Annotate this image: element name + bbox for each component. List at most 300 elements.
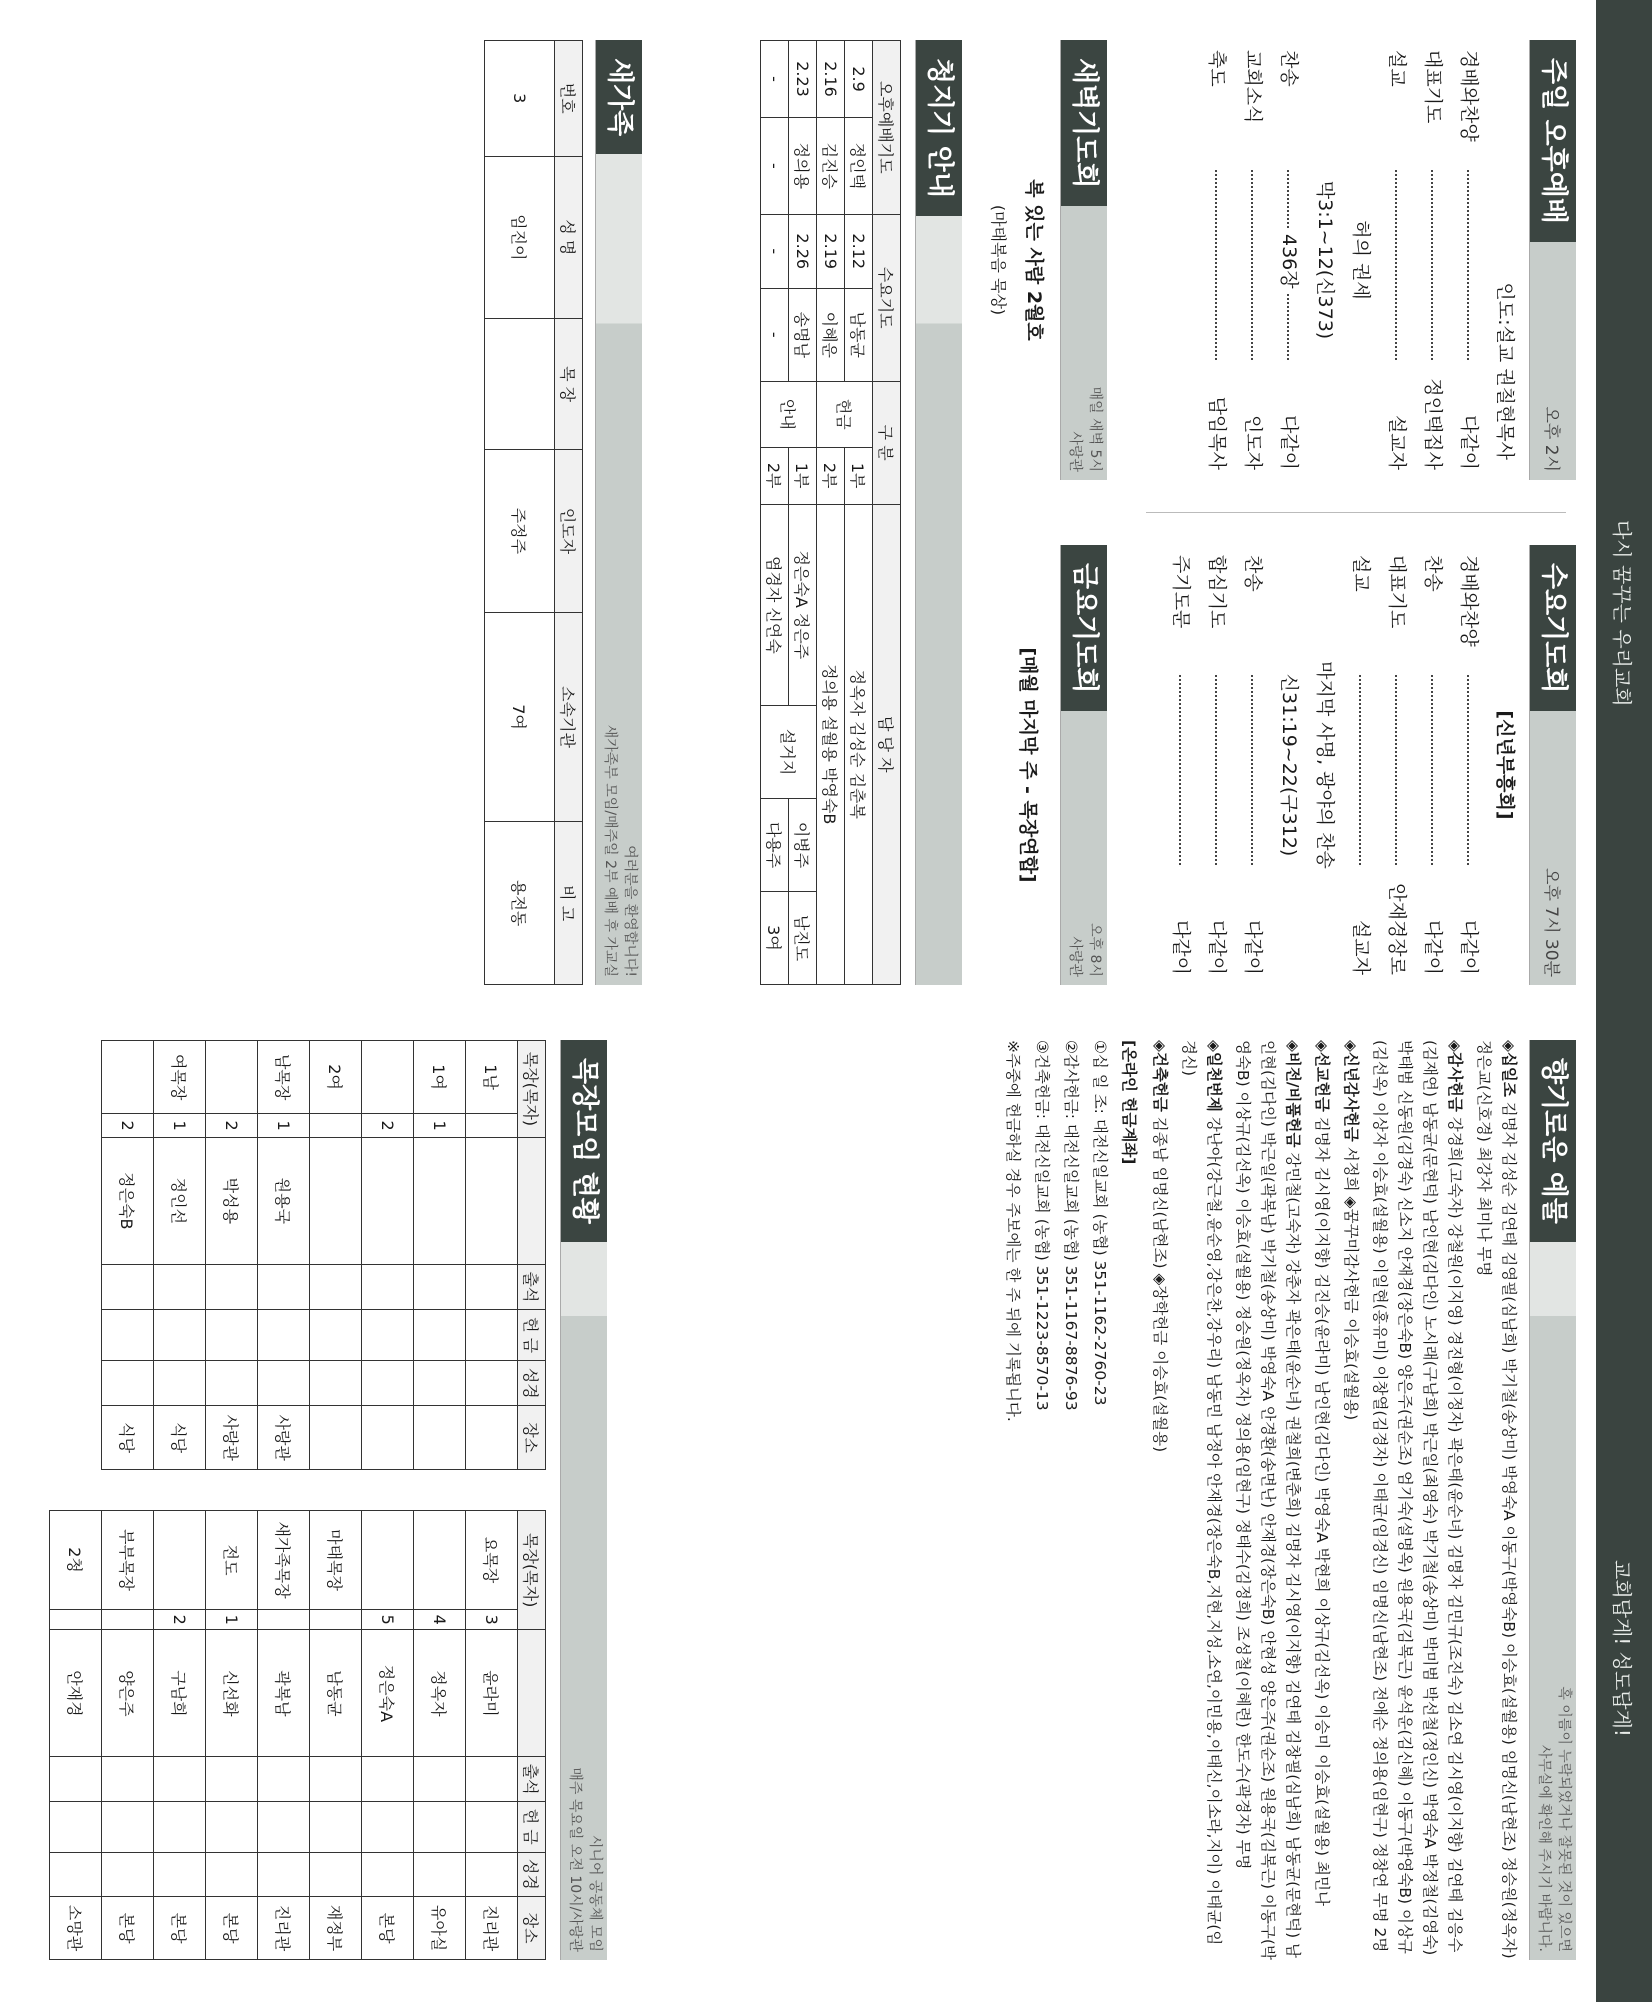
online-line: ※주중에 헌금하실 경우 주보에는 한 주 뒤에 기록됩니다. bbox=[1004, 1040, 1022, 1422]
cell bbox=[50, 1801, 102, 1852]
leader-dots bbox=[1359, 675, 1361, 865]
sunday-pm-header bbox=[1529, 40, 1576, 480]
cell bbox=[310, 1137, 362, 1264]
program-value: 설교자 bbox=[1350, 919, 1372, 975]
cell: 사랑관 bbox=[258, 1406, 310, 1470]
cell bbox=[206, 1041, 258, 1114]
cell-row bbox=[102, 1511, 154, 1960]
cell: 구남희 bbox=[154, 1630, 206, 1757]
cell bbox=[414, 1406, 466, 1470]
program-value: 다같이 bbox=[1206, 919, 1228, 975]
cell: 부부목장 bbox=[102, 1511, 154, 1610]
cell: 김진승 bbox=[817, 118, 845, 215]
cell bbox=[362, 1310, 414, 1361]
cell: 안재경 bbox=[50, 1630, 102, 1757]
th: 목 장 bbox=[555, 319, 583, 450]
sermon-title: 마지막 사명, 광야의 찬송 bbox=[1314, 661, 1336, 869]
section-title: 목장모임 현황 bbox=[561, 1040, 607, 1242]
cell bbox=[102, 1264, 154, 1309]
cell: 유아실 bbox=[414, 1897, 466, 1960]
wednesday-header bbox=[1529, 545, 1576, 985]
th: 장소 bbox=[518, 1897, 546, 1960]
cell bbox=[258, 1801, 310, 1852]
cells-table-right bbox=[49, 1510, 546, 1960]
program-value: 다같이 bbox=[1242, 919, 1264, 975]
cell bbox=[206, 1801, 258, 1852]
cell-row bbox=[466, 1041, 518, 1470]
cell: 원용국 bbox=[258, 1137, 310, 1264]
leader-dots bbox=[1251, 170, 1253, 360]
volunteers-section bbox=[760, 40, 962, 985]
th: 성경 bbox=[518, 1361, 546, 1406]
cell: 식당 bbox=[102, 1406, 154, 1470]
offering-item bbox=[1230, 1040, 1305, 1960]
offerings-section bbox=[996, 1040, 1576, 1960]
cell: 이혜운 bbox=[817, 288, 845, 381]
cells-header bbox=[560, 1040, 607, 1960]
cell bbox=[258, 1757, 310, 1802]
cell bbox=[466, 1264, 518, 1309]
th: 소속기관 bbox=[555, 612, 583, 822]
cell: - bbox=[761, 288, 789, 381]
leader-dots bbox=[1395, 170, 1397, 360]
cell: - bbox=[761, 41, 789, 118]
cell: 3여 bbox=[761, 892, 789, 985]
program-label: 설교 bbox=[1350, 555, 1372, 592]
cell: 1 bbox=[154, 1114, 206, 1138]
cell bbox=[310, 1310, 362, 1361]
program-label: 찬송 bbox=[1422, 555, 1444, 592]
cell: 용전동 bbox=[485, 822, 555, 985]
cell bbox=[310, 1757, 362, 1802]
th: 비 고 bbox=[555, 822, 583, 985]
cell-row bbox=[414, 1041, 466, 1470]
program-row bbox=[1235, 545, 1271, 985]
section-time: 오후 8시 bbox=[1087, 923, 1103, 977]
cell bbox=[154, 1264, 206, 1309]
cell bbox=[466, 1310, 518, 1361]
program-value: 다같이 bbox=[1170, 919, 1192, 975]
leader-dots bbox=[1215, 675, 1217, 865]
cell bbox=[258, 1610, 310, 1630]
cell bbox=[466, 1852, 518, 1897]
cell-row bbox=[310, 1041, 362, 1470]
cell bbox=[102, 1361, 154, 1406]
cell bbox=[102, 1041, 154, 1114]
note1: 시니어 공동체 모임 bbox=[587, 1834, 603, 1952]
th: 출석 bbox=[518, 1264, 546, 1309]
th: 인도자 bbox=[555, 450, 583, 613]
cell: 2여 bbox=[310, 1041, 362, 1114]
cell: 안내 bbox=[761, 381, 817, 447]
program-label: 경배와찬양 bbox=[1458, 555, 1480, 647]
cell bbox=[362, 1511, 414, 1610]
cell: 7여 bbox=[485, 612, 555, 822]
program-label: 축도 bbox=[1206, 50, 1228, 87]
cell bbox=[206, 1757, 258, 1802]
cell bbox=[154, 1361, 206, 1406]
cell bbox=[414, 1137, 466, 1264]
note1: 여러분을 환영합니다! bbox=[622, 845, 638, 977]
cell bbox=[206, 1852, 258, 1897]
cell: 본당 bbox=[154, 1897, 206, 1960]
cell-row bbox=[466, 1511, 518, 1960]
cell: 마태목장 bbox=[310, 1511, 362, 1610]
cell: 2 bbox=[362, 1114, 414, 1138]
sermon-title: 허의 권세 bbox=[1350, 220, 1372, 300]
program-row bbox=[1415, 40, 1451, 480]
cell bbox=[362, 1264, 414, 1309]
cell bbox=[466, 1361, 518, 1406]
section-title: 금요기도회 bbox=[1061, 545, 1107, 711]
cell-row bbox=[414, 1511, 466, 1960]
th: 헌 금 bbox=[518, 1310, 546, 1361]
cell: 2 bbox=[102, 1114, 154, 1138]
note1: 혹 이름이 누락되었거나 잘못된 것이 있으면 bbox=[1556, 1686, 1572, 1952]
th bbox=[518, 1630, 546, 1757]
program-label: 찬송 bbox=[1278, 50, 1300, 87]
cell bbox=[310, 1114, 362, 1138]
online-accounts bbox=[1000, 1040, 1141, 1960]
cell: 2.16 bbox=[817, 41, 845, 118]
cell bbox=[258, 1852, 310, 1897]
cell bbox=[414, 1757, 466, 1802]
cell: 1부 bbox=[845, 447, 873, 504]
cell: 헌금 bbox=[817, 381, 873, 447]
th-category: 구 분 bbox=[873, 381, 901, 504]
th: 장소 bbox=[518, 1406, 546, 1470]
cell: 정의용 설월용 박영숙B bbox=[817, 504, 845, 984]
header-left: 다시 꿈꾸는 우리교회 bbox=[1610, 520, 1634, 707]
offering-names: 강민철(고숙자) 강춘자 곽은태(윤순녀) 권철희(변춘희) 김명자 김시영(이지향) 김연태 김창필(심남희) 남동균(문현덕) 남인현(김다인) 박근일(곽복남) 박기철(송상미) 박영숙A 안경환(송면난) 안재경(장은숙B) 안현성 양은주(권순조) 원용국(김복근) 이동구(박영숙B) 이상규(김선옥) 이승효(설월용) 정승원(정옥자) 정의용(임현구) 정태수(김정희) 조성철(이혜련) 한도수(곽경자) 무명 bbox=[1234, 1040, 1302, 1960]
cell: 2.12 bbox=[845, 214, 873, 288]
cell: 2청 bbox=[50, 1511, 102, 1610]
cell: 2.26 bbox=[789, 214, 817, 288]
cell: 2 bbox=[206, 1114, 258, 1138]
cell bbox=[466, 1137, 518, 1264]
offering-item bbox=[1176, 1040, 1226, 1960]
cell: 2부 bbox=[761, 447, 789, 504]
section-place: 사랑관 bbox=[1067, 936, 1083, 977]
cell: 식당 bbox=[154, 1406, 206, 1470]
th-persons: 담 당 자 bbox=[873, 504, 901, 984]
offerings-list bbox=[1147, 1040, 1521, 1960]
cell-row bbox=[50, 1511, 102, 1960]
cell bbox=[206, 1264, 258, 1309]
cell: 1남 bbox=[466, 1041, 518, 1114]
cell bbox=[310, 1406, 362, 1470]
program-row bbox=[1199, 545, 1235, 985]
sermon-ref: 신31:19~22(구312) bbox=[1278, 673, 1300, 857]
cell bbox=[362, 1852, 414, 1897]
dawn-section bbox=[980, 40, 1107, 480]
cell: 3 bbox=[466, 1610, 518, 1630]
cell bbox=[50, 1757, 102, 1802]
cell bbox=[50, 1852, 102, 1897]
cell: 사랑관 bbox=[206, 1406, 258, 1470]
cell bbox=[258, 1361, 310, 1406]
program-row bbox=[1379, 40, 1415, 480]
program-value: 담임목사 bbox=[1206, 396, 1228, 470]
cell bbox=[154, 1310, 206, 1361]
cell: 소망관 bbox=[50, 1897, 102, 1960]
cell bbox=[362, 1137, 414, 1264]
leader-dots bbox=[1431, 675, 1433, 865]
program-row bbox=[1163, 545, 1199, 985]
offering-names: 김명자 김시영(이지향) 김진승(윤라미) 남인현(김다인) 박영숙A 박현희 이상규(김선옥) 이승미 이승효(설월용) 최민나 bbox=[1313, 1116, 1331, 1906]
cell-row bbox=[362, 1511, 414, 1960]
cell-row bbox=[154, 1511, 206, 1960]
cell: 남진도 bbox=[789, 892, 817, 985]
cell bbox=[102, 1757, 154, 1802]
cell: - bbox=[761, 118, 789, 215]
cell bbox=[466, 1406, 518, 1470]
offering-item bbox=[1338, 1040, 1363, 1960]
program-value: 다같이 bbox=[1458, 919, 1480, 975]
th: 성경 bbox=[518, 1852, 546, 1897]
cell bbox=[50, 1610, 102, 1630]
offering-item bbox=[1471, 1040, 1521, 1960]
leader: 인도:설교 권칠현목사 bbox=[1494, 282, 1516, 460]
cell: 재정부 bbox=[310, 1897, 362, 1960]
leader-dots bbox=[1431, 170, 1433, 360]
newfamily-table bbox=[484, 40, 583, 985]
program-value: 인도자 bbox=[1242, 414, 1264, 470]
program-row bbox=[1451, 40, 1487, 480]
cell: 주정주 bbox=[485, 450, 555, 613]
offering-names: 김명자 김성순 김연태 김영필(심남희) 박기철(송상미) 박영숙A 이동구(박영숙B) 이승효(설월용) 임명신(남현조) 정승원(정옥자) 정은교(신호경) 최강자 최미나 무명 bbox=[1475, 1040, 1518, 1959]
cell: 이병주 bbox=[789, 799, 817, 892]
note2: 새가족부 모임/매주일 2부 예배 후 가교실 bbox=[602, 724, 618, 977]
column-divider bbox=[1146, 512, 1566, 513]
note2: 매주 목요일 오전 10시/사랑관 bbox=[567, 1767, 583, 1952]
cell: 2 bbox=[154, 1610, 206, 1630]
cell bbox=[102, 1310, 154, 1361]
cell bbox=[414, 1361, 466, 1406]
cell: 양은주 bbox=[102, 1630, 154, 1757]
cell-row bbox=[102, 1041, 154, 1470]
cell: 정의용 bbox=[789, 118, 817, 215]
offering-label: ◈비전/비품헌금 bbox=[1284, 1040, 1302, 1148]
section-title: 주일 오후예배 bbox=[1530, 40, 1576, 242]
offering-label: ◈십일조 bbox=[1500, 1040, 1518, 1097]
cell bbox=[310, 1610, 362, 1630]
cell: 본당 bbox=[362, 1897, 414, 1960]
header-band bbox=[1596, 0, 1652, 2002]
cell: 정옥자 bbox=[414, 1630, 466, 1757]
friday-text: [매월 마지막 주 - 목장연합] bbox=[1017, 647, 1039, 883]
cell bbox=[414, 1310, 466, 1361]
program-value: 설교자 bbox=[1386, 414, 1408, 470]
leader-dots bbox=[1251, 675, 1253, 865]
cell bbox=[414, 1801, 466, 1852]
cell bbox=[414, 1511, 466, 1610]
cell: 신선화 bbox=[206, 1630, 258, 1757]
program-row bbox=[1235, 40, 1271, 480]
program-value: 정인택집사 bbox=[1422, 378, 1444, 470]
cell-row bbox=[258, 1511, 310, 1960]
cell bbox=[258, 1310, 310, 1361]
section-time: 매일 새벽 5시 bbox=[1087, 386, 1103, 472]
cells-section bbox=[26, 1040, 607, 1960]
cell bbox=[310, 1852, 362, 1897]
cell-row bbox=[206, 1041, 258, 1470]
volunteers-table bbox=[760, 40, 901, 985]
program-value: 안재경장로 bbox=[1386, 883, 1408, 975]
cell-row bbox=[310, 1511, 362, 1960]
cell: 곽복남 bbox=[258, 1630, 310, 1757]
cell: 4 bbox=[414, 1610, 466, 1630]
section-title: 새벽기도회 bbox=[1061, 40, 1107, 206]
section-title: 새가족 bbox=[596, 40, 642, 154]
leader-dots bbox=[1467, 675, 1469, 865]
cell: - bbox=[761, 214, 789, 288]
program-label: 대표기도 bbox=[1386, 555, 1408, 629]
online-line: ③건축헌금: 대전신일교회 (농협) 351-1223-8570-13 bbox=[1033, 1040, 1051, 1411]
cell bbox=[310, 1264, 362, 1309]
cell: 2.9 bbox=[845, 41, 873, 118]
program-label: 경배와찬양 bbox=[1458, 50, 1480, 142]
cell: 정인택 bbox=[845, 118, 873, 215]
offering-label: ◈선교헌금 bbox=[1313, 1040, 1331, 1112]
section-title: 수요기도회 bbox=[1530, 545, 1576, 711]
cell: 진리관 bbox=[258, 1897, 310, 1960]
offering-names: 서정희 ◈꿈꾸미감사헌금 이승효(설월용) bbox=[1342, 1146, 1360, 1421]
cell bbox=[485, 319, 555, 450]
dawn-header bbox=[1060, 40, 1107, 480]
online-line: ①십 일 조: 대전신일교회 (농협) 351-1162-2760-23 bbox=[1091, 1040, 1109, 1406]
newfamily-header bbox=[595, 40, 642, 985]
cell bbox=[102, 1801, 154, 1852]
cell: 2.23 bbox=[789, 41, 817, 118]
leader-dots bbox=[1467, 170, 1469, 360]
cell: 남동균 bbox=[310, 1630, 362, 1757]
subtitle: [신년부흥회] bbox=[1494, 710, 1516, 820]
volunteers-header bbox=[915, 40, 962, 985]
cell: 1 bbox=[206, 1610, 258, 1630]
cell: 1부 bbox=[789, 447, 817, 504]
th: 목장(목자) bbox=[518, 1041, 546, 1138]
cell: 본당 bbox=[206, 1897, 258, 1960]
cell-row bbox=[154, 1041, 206, 1470]
cell bbox=[362, 1406, 414, 1470]
cell: 남동균 bbox=[845, 288, 873, 381]
cell: 진리관 bbox=[466, 1897, 518, 1960]
offering-names: 강경희(고숙자) 강철원(이지영) 경진형(이정자) 곽은태(윤순녀) 김명자 김민규(조진숙) 김소연 김시영(이지향) 김연태 김응수(김재연) 남동균(문현덕) 남인현(김다인) 노시래(구남희) 박근일(최영숙) 박기철(송상미) 박미범 박선철(정인신) 박영숙A 박정철(김영숙) 박태범 신동원(김경숙) 신소지 안재경(장은숙B) 양은주(권순조) 엄기숙(설명옥) 원용국(김복근) 윤석운(김신혜) 이동구(박영숙B) 이상규(김선옥) 이상자 이승효(설월용) 이일현(홍유미) 이창열(김경자) 이태균(임경신) 임명신(남현조) 전애순 정의용(임현구) 정창연 무명 2명 bbox=[1371, 1040, 1464, 1956]
newfamily-section bbox=[484, 40, 642, 985]
cell: 임진이 bbox=[485, 156, 555, 319]
program-row bbox=[1415, 545, 1451, 985]
cell bbox=[102, 1610, 154, 1630]
leader-dots bbox=[1395, 675, 1397, 865]
program-row bbox=[1343, 545, 1379, 985]
cell bbox=[362, 1757, 414, 1802]
section-time: 오후 7시 30분 bbox=[1541, 868, 1561, 977]
program-row bbox=[1379, 545, 1415, 985]
program-label: 찬송 bbox=[1242, 555, 1264, 592]
cell: 정옥자 김성순 김춘복 bbox=[845, 504, 873, 984]
program-row bbox=[1451, 545, 1487, 985]
offering-names: 김종남 임명신(남현조) ◈장학헌금 이승효(설월용) bbox=[1151, 1116, 1169, 1453]
cell: 5 bbox=[362, 1610, 414, 1630]
offering-item bbox=[1147, 1040, 1172, 1960]
cell bbox=[154, 1757, 206, 1802]
cell: 2.19 bbox=[817, 214, 845, 288]
cell: 전도 bbox=[206, 1511, 258, 1610]
cell: 1여 bbox=[414, 1041, 466, 1114]
cell-row bbox=[362, 1041, 414, 1470]
cell bbox=[102, 1852, 154, 1897]
wednesday-section bbox=[1163, 545, 1576, 985]
cell bbox=[414, 1852, 466, 1897]
program-label: 대표기도 bbox=[1422, 50, 1444, 124]
program-label: 합심기도 bbox=[1206, 555, 1228, 629]
program-value: 다같이 bbox=[1278, 414, 1300, 470]
hymn-number: 436장 bbox=[1271, 230, 1307, 293]
program-row bbox=[1199, 40, 1235, 480]
cell: 정은숙A 정은주 bbox=[789, 504, 817, 706]
cell: 송명남 bbox=[789, 288, 817, 381]
cell: 다용주 bbox=[761, 799, 789, 892]
section-place: 사랑관 bbox=[1067, 431, 1083, 472]
cell bbox=[258, 1264, 310, 1309]
th: 번호 bbox=[555, 41, 583, 157]
cell bbox=[154, 1511, 206, 1610]
th-wed-prayer: 수요기도 bbox=[873, 214, 901, 381]
dawn-text: 복 있는 사람 2월호 bbox=[1023, 179, 1045, 341]
cell bbox=[362, 1361, 414, 1406]
header-right: 교회답게! 성도답게! bbox=[1610, 1560, 1634, 1737]
th: 목장(목자) bbox=[518, 1511, 546, 1630]
cell bbox=[206, 1361, 258, 1406]
leader-dots bbox=[1215, 170, 1217, 360]
offering-label: ◈건축헌금 bbox=[1151, 1040, 1169, 1112]
cell-row bbox=[258, 1041, 310, 1470]
program-label: 설교 bbox=[1386, 50, 1408, 87]
cell: 설거지 bbox=[761, 706, 817, 799]
cell: 요목장 bbox=[466, 1511, 518, 1610]
th bbox=[518, 1137, 546, 1264]
sunday-pm-section bbox=[1199, 40, 1576, 480]
cell-row bbox=[206, 1511, 258, 1960]
cell bbox=[414, 1264, 466, 1309]
sermon-ref: 막3:1~12(신373) bbox=[1314, 180, 1336, 340]
cell bbox=[206, 1310, 258, 1361]
cell bbox=[362, 1041, 414, 1114]
offering-label: ◈신년감사헌금 bbox=[1342, 1040, 1360, 1142]
program-row bbox=[1271, 40, 1307, 480]
cell: 2부 bbox=[817, 447, 845, 504]
program-label: 교회소식 bbox=[1242, 50, 1264, 124]
section-title: 청지기 안내 bbox=[916, 40, 962, 216]
cell: 염경자 신연숙 bbox=[761, 504, 789, 706]
friday-section bbox=[1010, 545, 1107, 985]
program-value: 다같이 bbox=[1458, 414, 1480, 470]
section-time: 오후 2시 bbox=[1541, 406, 1561, 472]
cell: 윤라미 bbox=[466, 1630, 518, 1757]
leader-dots bbox=[1179, 675, 1181, 865]
cell: 여목장 bbox=[154, 1041, 206, 1114]
cell bbox=[310, 1801, 362, 1852]
cell: 1 bbox=[258, 1114, 310, 1138]
cell: 정은숙B bbox=[102, 1137, 154, 1264]
online-line: ②감사헌금: 대전신일교회 (농협) 351-1167-8876-93 bbox=[1062, 1040, 1080, 1411]
online-title: [온라인 헌금계좌] bbox=[1120, 1040, 1138, 1165]
th: 출석 bbox=[518, 1757, 546, 1802]
offering-item bbox=[1367, 1040, 1467, 1960]
offerings-header bbox=[1529, 1040, 1576, 1960]
offering-item bbox=[1309, 1040, 1334, 1960]
